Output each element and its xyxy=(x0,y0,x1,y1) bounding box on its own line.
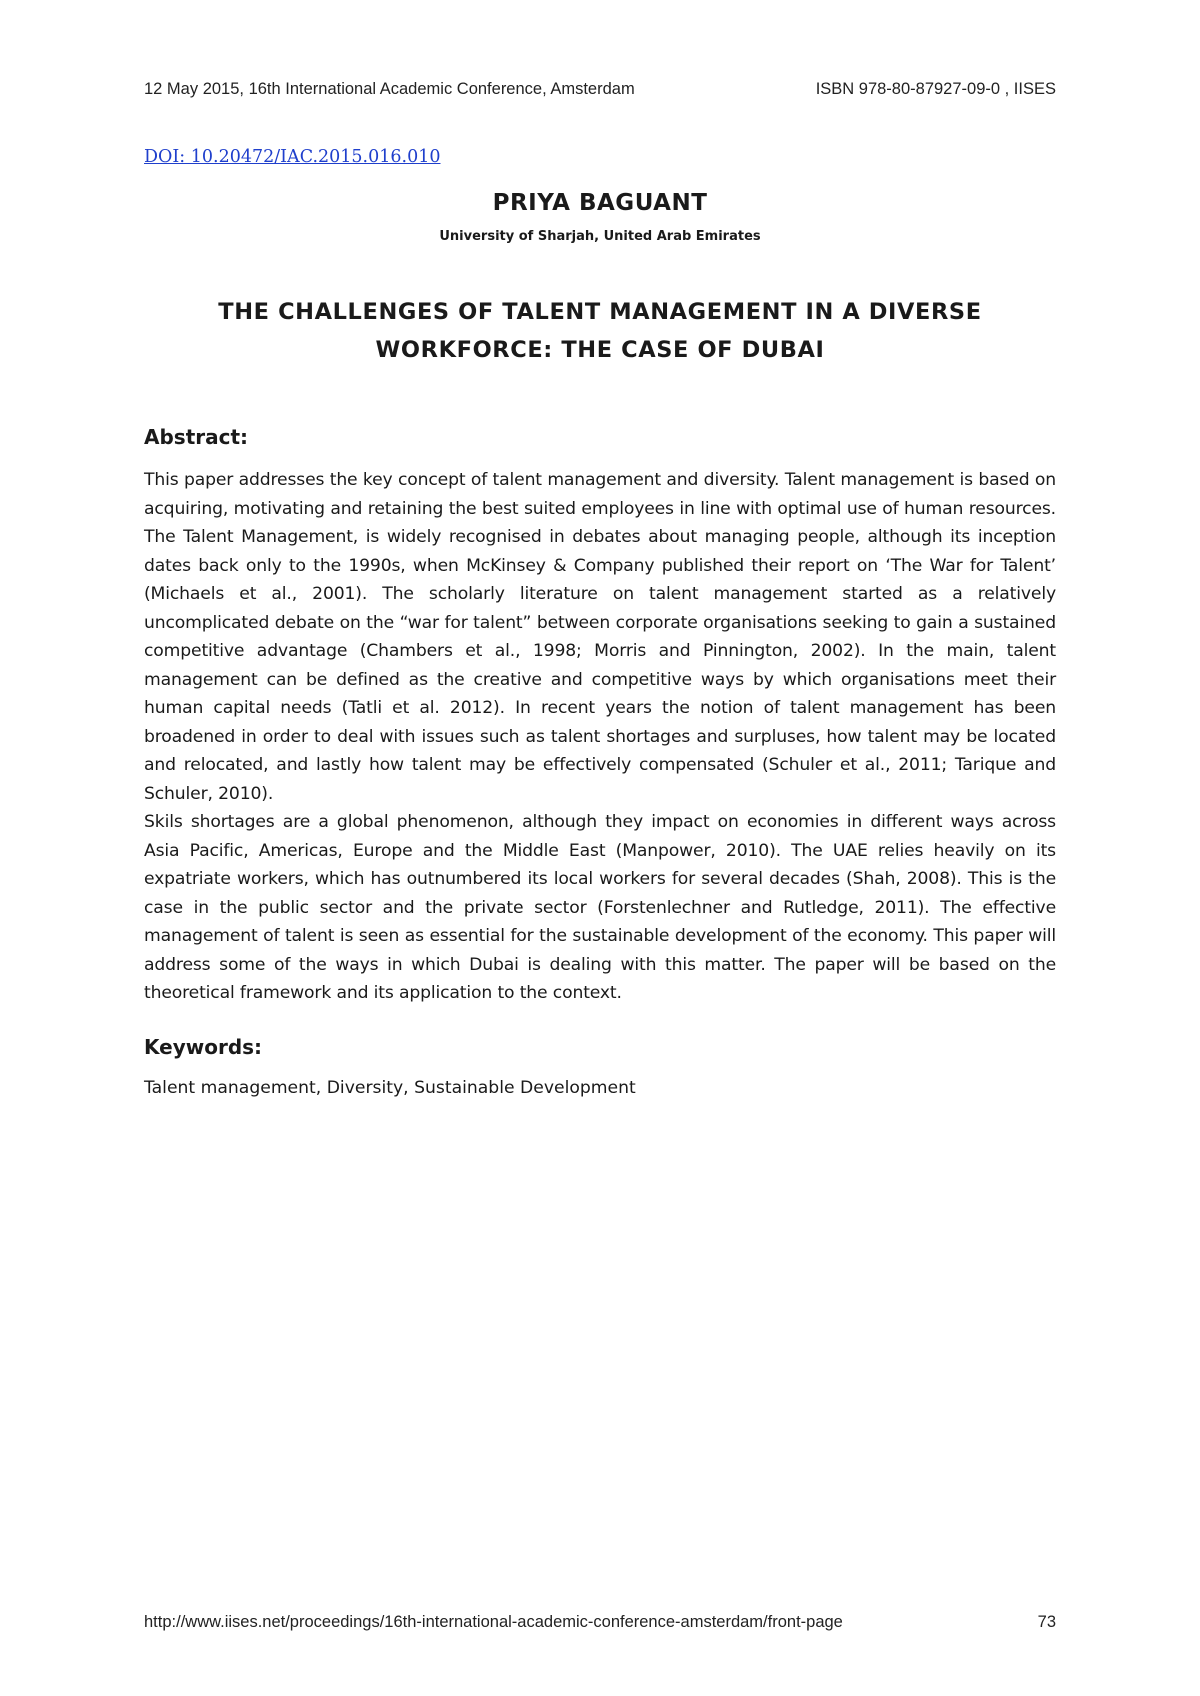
paper-title xyxy=(144,293,1056,369)
keywords-heading: Keywords: xyxy=(144,1035,263,1059)
title-line: WORKFORCE: THE CASE OF DUBAI xyxy=(375,337,825,363)
author-affiliation: University of Sharjah, United Arab Emirates xyxy=(439,229,761,244)
page-footer xyxy=(144,1613,1056,1632)
running-header xyxy=(144,80,1056,99)
doi-link[interactable]: DOI: 10.20472/IAC.2015.016.010 xyxy=(144,147,441,167)
abstract-paragraph: This paper addresses the key concept of talent management and diversity. Talent management is based on acquiring, motivating and retaining the best suited employees in line with optimal use of human resources. The Talent Management, is widely recognised in debates about managing people, although its inception dates back only to the 1990s, when McKinsey & Company published their report on ‘The War for Talent’ (Michaels et al., 2001). The scholarly literature on talent management started as a relatively uncomplicated debate on the “war for talent” between corporate organisations seeking to gain a sustained competitive advantage (Chambers et al., 1998; Morris and Pinnington, 2002). In the main, talent management can be defined as the creative and competitive ways by which organisations meet their human capital needs (Tatli et al. 2012). In recent years the notion of talent management has been broadened in order to deal with issues such as talent shortages and surpluses, how talent may be located and relocated, and lastly how talent may be effectively compensated (Schuler et al., 2011; Tarique and Schuler, 2010). xyxy=(144,470,1056,804)
footer-url[interactable]: http://www.iises.net/proceedings/16th-international-academic-conference-amsterdam/front-page xyxy=(144,1613,843,1631)
abstract-body xyxy=(144,466,1056,1008)
abstract-paragraph: Skils shortages are a global phenomenon, although they impact on economies in different ways across Asia Pacific, Americas, Europe and the Middle East (Manpower, 2010). The UAE relies heavily on its expatriate workers, which has outnumbered its local workers for several decades (Shah, 2008). This is the case in the public sector and the private sector (Forstenlechner and Rutledge, 2011). The effective management of talent is seen as essential for the sustainable development of the economy. This paper will address some of the ways in which Dubai is dealing with this matter. The paper will be based on the theoretical framework and its application to the context. xyxy=(144,812,1056,1003)
keywords-text: Talent management, Diversity, Sustainable Development xyxy=(144,1078,636,1098)
title-line: THE CHALLENGES OF TALENT MANAGEMENT IN A DIVERSE xyxy=(218,299,982,325)
abstract-heading: Abstract: xyxy=(144,425,249,449)
author-name: PRIYA BAGUANT xyxy=(492,190,708,216)
page-number: 73 xyxy=(1037,1613,1056,1631)
conference-info: 12 May 2015, 16th International Academic Conference, Amsterdam xyxy=(144,80,635,98)
isbn: ISBN 978-80-87927-09-0 , IISES xyxy=(815,80,1056,98)
